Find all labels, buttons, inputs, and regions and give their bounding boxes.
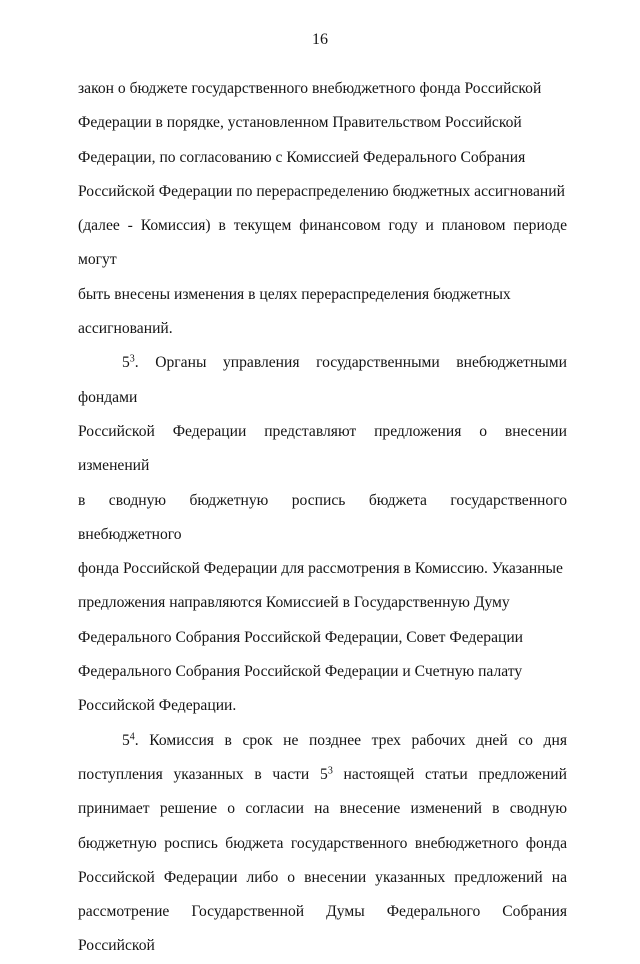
- text-line-first: [78, 724, 567, 758]
- text-line: Федерации в порядке, установленном Правительством Российской: [78, 114, 522, 132]
- part-number-superscript: 4: [129, 731, 135, 743]
- text-fragment: поступления указанных в части 5: [78, 765, 328, 783]
- part-number: 5: [122, 731, 130, 749]
- text-fragment: настоящей статьи предложений: [332, 765, 567, 783]
- text-line: принимает решение о согласии на внесение изменений в сводную: [78, 800, 567, 818]
- text-line: Федерального Собрания Российской Федерации и Счетную палату: [78, 663, 523, 681]
- paragraph-5-3: [78, 346, 567, 723]
- text-line: (далее - Комиссия) в текущем финансовом году и плановом периоде могут: [78, 217, 567, 269]
- text-line: Российской Федерации представляют предложения о внесении изменений: [78, 422, 567, 475]
- part-number: 5: [122, 354, 130, 372]
- paragraph-5-4: [78, 724, 567, 964]
- text-line: [78, 758, 567, 792]
- text-line: быть внесены изменения в целях перераспределения бюджетных: [78, 285, 511, 303]
- text-line: бюджетную роспись бюджета государственного внебюджетного фонда: [78, 834, 567, 852]
- text-line: Российской Федерации по перераспределению бюджетных ассигнований: [78, 182, 565, 200]
- text-fragment: . Органы управления государственными внебюджетными фондами: [78, 354, 567, 406]
- reference-superscript: 3: [327, 765, 333, 777]
- text-line: закон о бюджете государственного внебюджетного фонда Российской: [78, 80, 542, 97]
- paragraph-1: [78, 72, 567, 346]
- text-line: в сводную бюджетную роспись бюджета государственного внебюджетного: [78, 491, 567, 543]
- document-body: [78, 72, 567, 964]
- page-number: 16: [312, 31, 328, 48]
- text-line: предложения направляются Комиссией в Государственную Думу: [78, 594, 510, 612]
- text-fragment: . Комиссия в срок не позднее трех рабочих дней со дня: [134, 731, 567, 749]
- text-line: Федерального Собрания Российской Федерации, Совет Федерации: [78, 628, 524, 646]
- text-line: Федерации, по согласованию с Комиссией Федерального Собрания: [78, 148, 526, 166]
- text-line: Российской Федерации.: [78, 697, 237, 715]
- text-line: Российской Федерации либо о внесении указанных предложений на: [78, 868, 567, 886]
- text-line-first: [78, 346, 567, 415]
- text-line: ассигнований.: [78, 320, 173, 338]
- part-number-superscript: 3: [129, 353, 135, 365]
- text-line: рассмотрение Государственной Думы Федерального Собрания Российской: [78, 903, 567, 955]
- text-line: фонда Российской Федерации для рассмотрения в Комиссию. Указанные: [78, 560, 563, 578]
